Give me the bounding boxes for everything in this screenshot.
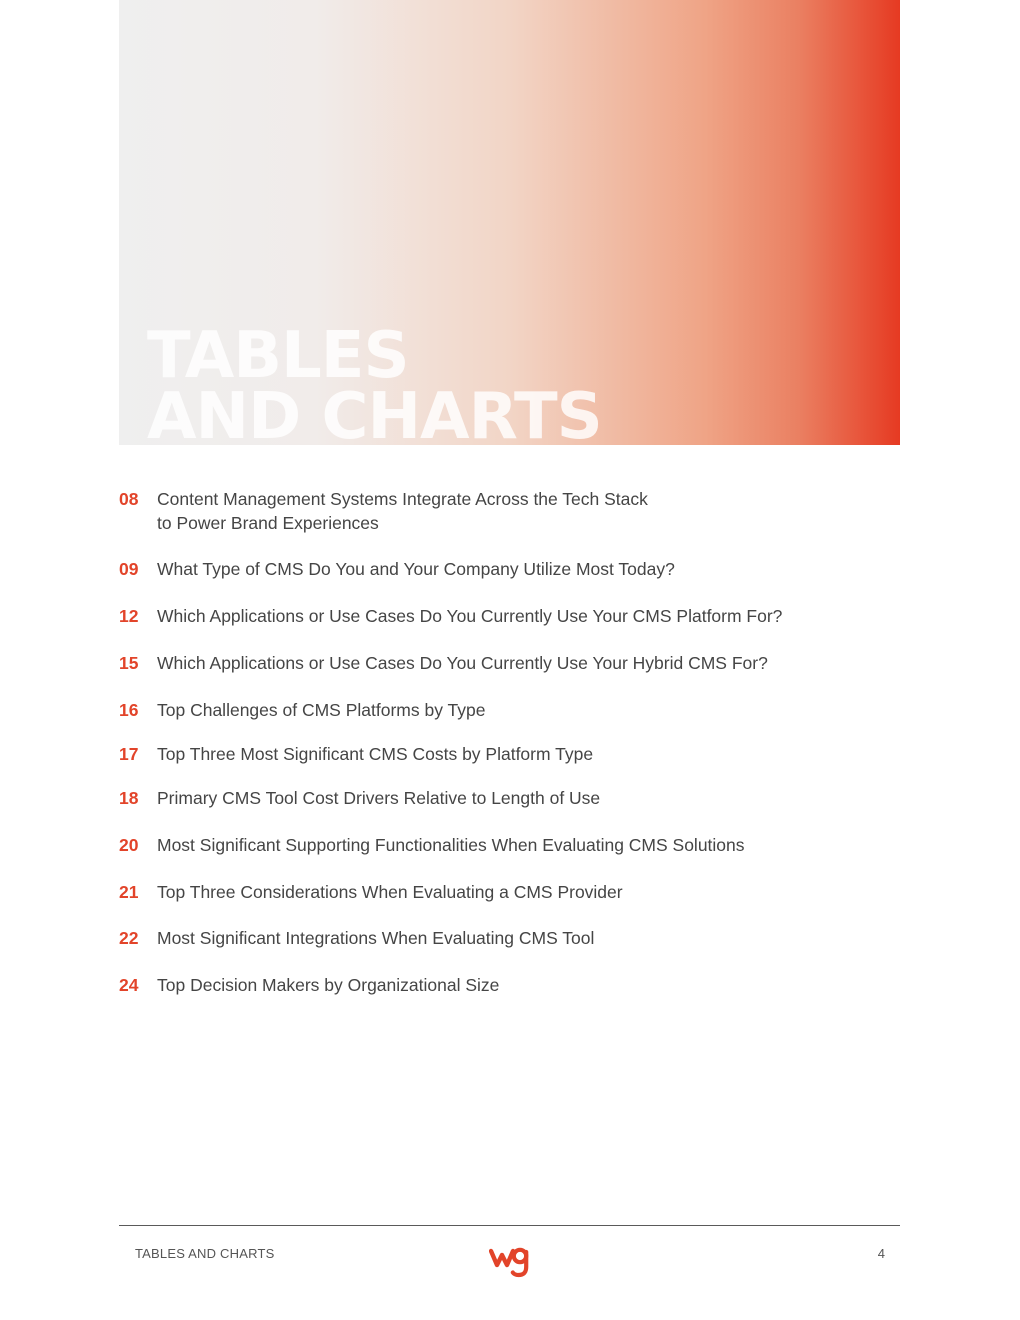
toc-title: Which Applications or Use Cases Do You Currently Use Your CMS Platform For?: [157, 606, 783, 626]
toc-title: Top Three Considerations When Evaluating a CMS Provider: [157, 882, 623, 902]
toc-page-number: 18: [119, 788, 139, 808]
toc-title: Most Significant Integrations When Evaluating CMS Tool: [157, 928, 595, 948]
page-title-line-1: TABLES: [147, 319, 409, 393]
toc-title: Top Three Most Significant CMS Costs by Platform Type: [157, 744, 594, 764]
toc-page-number: 12: [119, 606, 139, 626]
toc-title: Top Decision Makers by Organizational Size: [157, 975, 500, 995]
wg-logo-mark: [489, 1244, 531, 1278]
toc-page-number: 08: [119, 489, 139, 509]
toc-page-number: 22: [119, 928, 139, 948]
page-title-line-2: AND CHARTS: [147, 380, 602, 445]
toc-page-number: 09: [119, 559, 139, 579]
toc-title-line-1: Content Management Systems Integrate Across the Tech Stack: [157, 489, 648, 509]
footer-section-label: TABLES AND CHARTS: [135, 1246, 275, 1261]
logo-letter-w: [491, 1251, 513, 1265]
toc-page-number: 16: [119, 700, 139, 720]
page-title: [147, 319, 602, 445]
toc-title: Primary CMS Tool Cost Drivers Relative to Length of Use: [157, 788, 601, 808]
toc-title: Most Significant Supporting Functionalities When Evaluating CMS Solutions: [157, 835, 745, 855]
toc-title: [157, 487, 877, 535]
wg-logo-icon: [489, 1244, 531, 1278]
toc-page-number: 21: [119, 882, 139, 902]
toc-page-number: 24: [119, 975, 139, 995]
toc-page-number: 20: [119, 835, 139, 855]
hero-banner: [119, 0, 900, 445]
toc-page-number: 17: [119, 744, 139, 764]
footer-divider: [119, 1225, 900, 1226]
toc-title: Top Challenges of CMS Platforms by Type: [157, 700, 486, 720]
toc-title: Which Applications or Use Cases Do You Currently Use Your Hybrid CMS For?: [157, 653, 768, 673]
page-number: 4: [877, 1246, 885, 1261]
toc-title: What Type of CMS Do You and Your Company Utilize Most Today?: [157, 559, 675, 579]
toc-page-number: 15: [119, 653, 139, 673]
toc-title-line-2: to Power Brand Experiences: [157, 513, 379, 533]
